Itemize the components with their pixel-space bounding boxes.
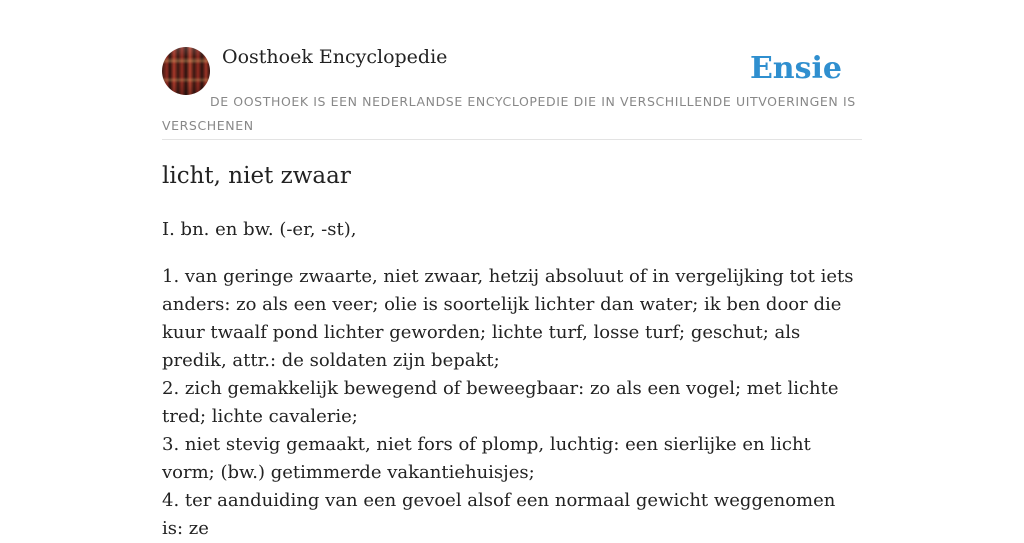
grammar-note: I. bn. en bw. (-er, -st),: [162, 219, 357, 240]
definition-2: 2. zich gemakkelijk bewegend of beweegbaar: zo als een vogel; met lichte tred; lichte cavalerie;: [162, 378, 839, 427]
site-tagline: DE OOSTHOEK IS EEN NEDERLANDSE ENCYCLOPEDIE DIE IN VERSCHILLENDE UITVOERINGEN IS VERSCHENEN: [162, 94, 856, 133]
site-name[interactable]: Oosthoek Encyclopedie: [222, 46, 448, 68]
book-spines-icon: [162, 47, 210, 95]
definition-1: 1. van geringe zwaarte, niet zwaar, hetzij absoluut of in vergelijking tot iets anders: zo als een veer; olie is soortelijk lichter dan water; ik ben door die kuur twaalf pond lichter geworden; lichte turf, losse turf; geschut; als predik, attr.: de soldaten zijn bepakt;: [162, 266, 854, 371]
definition-4: 4. ter aanduiding van een gevoel alsof een normaal gewicht weggenomen is: ze: [162, 490, 836, 539]
site-header: [162, 0, 862, 140]
avatar[interactable]: [162, 47, 210, 95]
brand-logo[interactable]: Ensie: [749, 51, 842, 86]
entry-title: licht, niet zwaar: [162, 163, 351, 189]
entry-body: [162, 216, 862, 543]
definition-3: 3. niet stevig gemaakt, niet fors of plomp, luchtig: een sierlijke en licht vorm; (bw.) getimmerde vakantiehuisjes;: [162, 434, 811, 483]
page-container: [162, 0, 862, 539]
